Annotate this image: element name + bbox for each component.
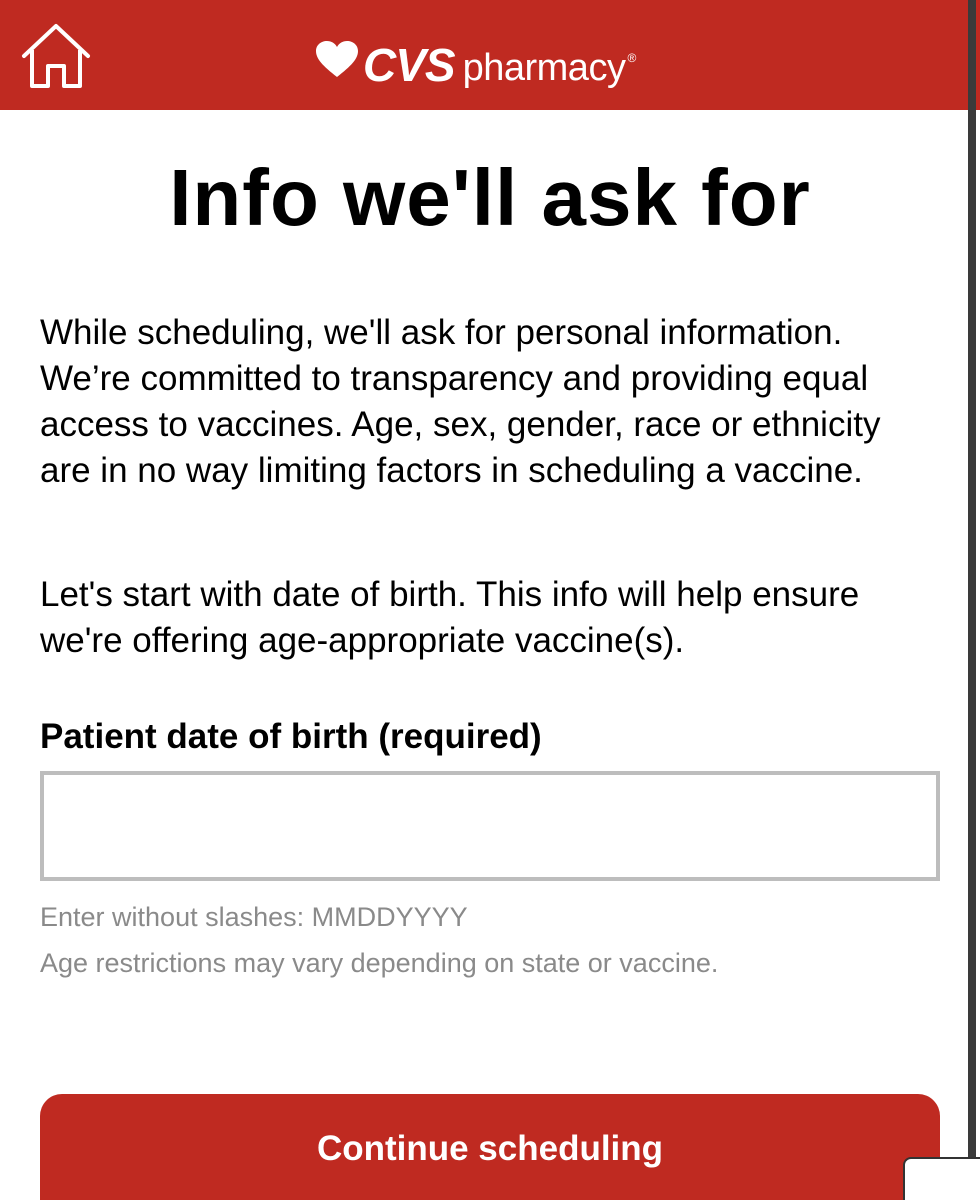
age-restrictions-hint: Age restrictions may vary depending on state or vaccine.: [40, 948, 719, 978]
page-title: Info we'll ask for: [169, 153, 811, 242]
header-bar: [0, 0, 980, 110]
corner-widget[interactable]: [903, 1157, 980, 1200]
home-button[interactable]: [18, 20, 94, 92]
heart-icon: [315, 40, 359, 78]
brand-suffix: pharmacy: [462, 47, 626, 89]
home-icon: [18, 20, 94, 92]
intro-paragraph: While scheduling, we'll ask for personal information. We’re committed to transparency and providing equal access to vaccines. Age, sex, gender, race or ethnicity are in no way limiting factors in scheduling a vaccine.: [40, 313, 881, 490]
dob-input[interactable]: [40, 771, 940, 881]
brand-name: CVS: [363, 39, 455, 91]
continue-scheduling-button[interactable]: Continue scheduling: [40, 1094, 940, 1200]
dob-field-label: Patient date of birth (required): [40, 717, 542, 756]
dob-explanation: Let's start with date of birth. This info will help ensure we're offering age-appropriate vaccine(s).: [40, 575, 860, 660]
registered-mark: ®: [627, 51, 637, 65]
cvs-pharmacy-logo: [315, 38, 637, 91]
dob-format-hint: Enter without slashes: MMDDYYYY: [40, 902, 468, 932]
